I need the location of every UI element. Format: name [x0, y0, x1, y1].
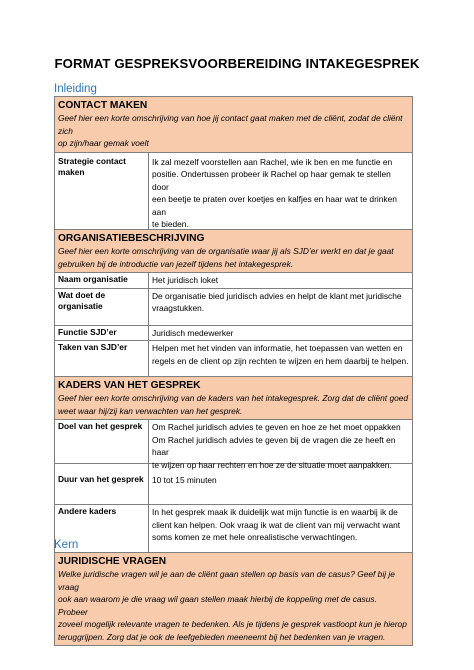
contact-description: Geef hier een korte omschrijving van hoe jij contact gaat maken met de cliënt, zodat de cliënt zich op zijn/haar gemak voelt — [58, 113, 403, 148]
table-row — [55, 153, 412, 232]
row-label: Strategie contact maken — [55, 153, 149, 232]
row-value: Juridisch medewerker — [152, 327, 234, 338]
contact-table — [54, 96, 413, 233]
organisatie-description: Geef hier een korte omschrijving van de organisatie waar jij als SJD’er werkt en dat je gaat gebruiken bij de introductie van jezelf tijdens het intakegesprek. — [58, 246, 394, 269]
kaders-title: KADERS VAN HET GESPREK — [58, 380, 201, 391]
row-label: Andere kaders — [55, 505, 149, 555]
section-heading-inleiding: Inleiding — [54, 83, 97, 95]
row-label: Wat doet de organisatie — [55, 289, 149, 325]
juridische-table — [54, 552, 413, 646]
row-value: Helpen met het vinden van informatie, het toepassen van wetten en regels en de client op zijn rechten te wijzen en hem daarbij te helpen. — [152, 343, 409, 366]
table-row — [55, 273, 412, 288]
kaders-header — [55, 377, 412, 420]
row-value: In het gesprek maak ik duidelijk wat mijn functie is en waarbij ik de client kan helpen. Ook vraag ik wat de client van mij verwacht want soms komen ze met hele onrealistische verwachtingen. — [152, 507, 401, 542]
row-value: De organisatie bied juridisch advies en helpt de klant met juridische vraagstukken. — [152, 290, 402, 313]
table-row — [55, 288, 412, 325]
juridische-title: JURIDISCHE VRAGEN — [58, 556, 167, 567]
table-row — [55, 325, 412, 341]
kaders-table — [54, 376, 413, 556]
organisatie-header — [55, 230, 412, 273]
row-value: 10 tot 15 minuten — [152, 475, 217, 485]
table-row — [55, 504, 412, 555]
kaders-description: Geef hier een korte omschrijving van de kaders van het intakegesprek. Zorg dat de cliënt goed weet waar hij/zij kan verwachten van het gesprek. — [58, 393, 409, 416]
row-value: Om Rachel juridisch advies te geven en hoe ze het moet oppakken Om Rachel juridisch advies te geven bij de vragen die ze heeft en haar te wijzen op haar rechten en hoe ze de situatie moet aanpakken. — [152, 422, 401, 470]
row-label: Taken van SJD’er — [55, 341, 149, 383]
row-label: Naam organisatie — [55, 273, 149, 288]
juridische-description: Welke juridische vragen wil je aan de cliënt gaan stellen op basis van de casus? Geef bij je vraag ook aan waarom je die vraag wil gaan stellen maak hierbij de koppeling met de casus. Probeer zoveel mogelijk relevante vragen te bedenken. Als je tijdens je gesprek vastloopt kun je hierop teruggrijpen. Zorg dat je ook de leefgebieden meeneemt bij het bedenken van je vragen. — [58, 569, 407, 642]
document-title: FORMAT GESPREKSVOORBEREIDING INTAKEGESPREK — [54, 56, 420, 71]
table-row — [55, 463, 412, 504]
table-row — [55, 420, 412, 470]
row-label: Functie SJD’er — [55, 326, 149, 341]
row-label: Doel van het gesprek — [55, 420, 149, 463]
contact-title: CONTACT MAKEN — [58, 100, 148, 111]
row-value: Het juridisch loket — [152, 275, 219, 285]
row-label: Duur van het gesprek — [55, 464, 149, 504]
contact-header — [55, 97, 412, 153]
organisatie-table — [54, 229, 413, 384]
organisatie-title: ORGANISATIEBESCHRIJVING — [58, 233, 205, 244]
juridische-header — [55, 553, 412, 645]
row-value: Ik zal mezelf voorstellen aan Rachel, wie ik ben en me functie en positie. Ondertussen probeer ik Rachel op haar gemak te stellen door een beetje te praten over koetjes en kalfjes en haar wat te drinken aan te bieden. — [152, 156, 397, 229]
section-heading-kern: Kern — [54, 539, 79, 551]
